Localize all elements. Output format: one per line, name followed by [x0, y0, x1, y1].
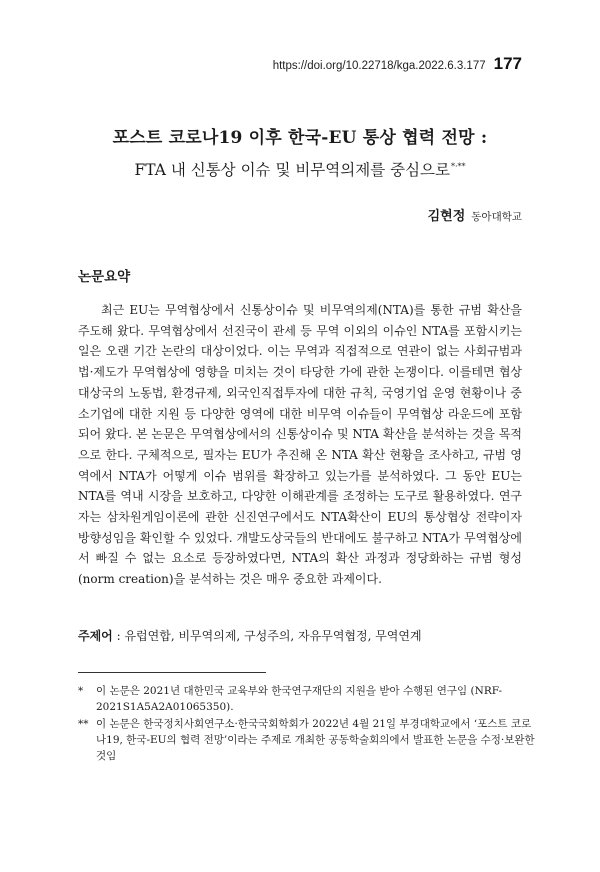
- article-title: [0, 123, 600, 180]
- keywords-list: 유럽연합, 비무역의제, 구성주의, 자유무역협정, 무역연계: [124, 629, 422, 643]
- footnote-divider: [78, 672, 266, 673]
- keywords-separator: :: [112, 629, 125, 643]
- author-line: [428, 205, 522, 224]
- title-subtitle: [0, 158, 600, 180]
- subtitle-text: FTA 내 신통상 이슈 및 비무역의제를 중심으로: [134, 161, 450, 179]
- footnote-2: [78, 716, 540, 764]
- keywords-label: 주제어: [78, 629, 113, 643]
- title-main: 포스트 코로나19 이후 한국-EU 통상 협력 전망 :: [112, 128, 488, 148]
- footnote-mark: *: [78, 685, 84, 697]
- doi-link[interactable]: https://doi.org/10.22718/kga.2022.6.3.177: [272, 60, 486, 72]
- footnote-1: [78, 683, 540, 715]
- page-number: 177: [493, 54, 522, 73]
- author-affiliation: 동아대학교: [471, 211, 522, 223]
- running-header: [273, 54, 522, 74]
- footnote-mark: **: [78, 718, 89, 730]
- author-name: 김현정: [427, 209, 466, 224]
- footnote-text: 이 논문은 2021년 대한민국 교육부와 한국연구재단의 지원을 받아 수행된 연구임 (NRF-2021S1A5A2A01065350).: [96, 685, 503, 713]
- footnote-marks[interactable]: *·**: [451, 161, 466, 171]
- abstract-heading: 논문요약: [78, 269, 131, 285]
- keywords: [78, 627, 538, 644]
- abstract-body: 최근 EU는 무역협상에서 신통상이슈 및 비무역의제(NTA)를 통한 규범 확산을 주도해 왔다. 무역협상에서 선진국이 관세 등 무역 이외의 이슈인 NTA를 포함시키는 일은 오랜 기간 논란의 대상이었다. 이는 무역과 직접적으로 연관이 없는 사회규범과 법·제도가 무역협상에 영향을 미치는 것이 타당한 가에 관한 논쟁이다. 이를테면 협상대상국의 노동법, 환경규제, 외국인직접투자에 대한 규칙, 국영기업 운영 현황이나 중소기업에 대한 지원 등 다양한 영역에 대한 비무역 이슈들이 무역협상 라운드에 포함되어 왔다. 본 논문은 무역협상에서의 신통상이슈 및 NTA 확산을 분석하는 것을 목적으로 한다. 구체적으로, 필자는 EU가 추진해 온 NTA 확산 현황을 조사하고, 규범 영역에서 NTA가 어떻게 이슈 범위를 확장하고 있는가를 분석하였다. 그 동안 EU는 NTA를 역내 시장을 보호하고, 다양한 이해관계를 조정하는 도구로 활용하였다. 연구자는 삼차원게임이론에 관한 신진연구에서도 NTA확산이 EU의 통상협상 전략이자 방향성임을 확인할 수 있었다. 개발도상국들의 반대에도 불구하고 NTA가 무역협상에서 빠질 수 없는 요소로 등장하였다면, NTA의 확산 과정과 정당화하는 규범 형성(norm creation)을 분석하는 것은 매우 중요한 과제이다.: [78, 303, 522, 587]
- footnote-text: 이 논문은 한국정치사회연구소·한국국회학회가 2022년 4월 21일 부경대학교에서 ‘포스트 코로나19, 한국-EU의 협력 전망’이라는 주제로 개최한 공동학술회의에서 발표한 논문을 수정·보완한 것임: [96, 718, 535, 762]
